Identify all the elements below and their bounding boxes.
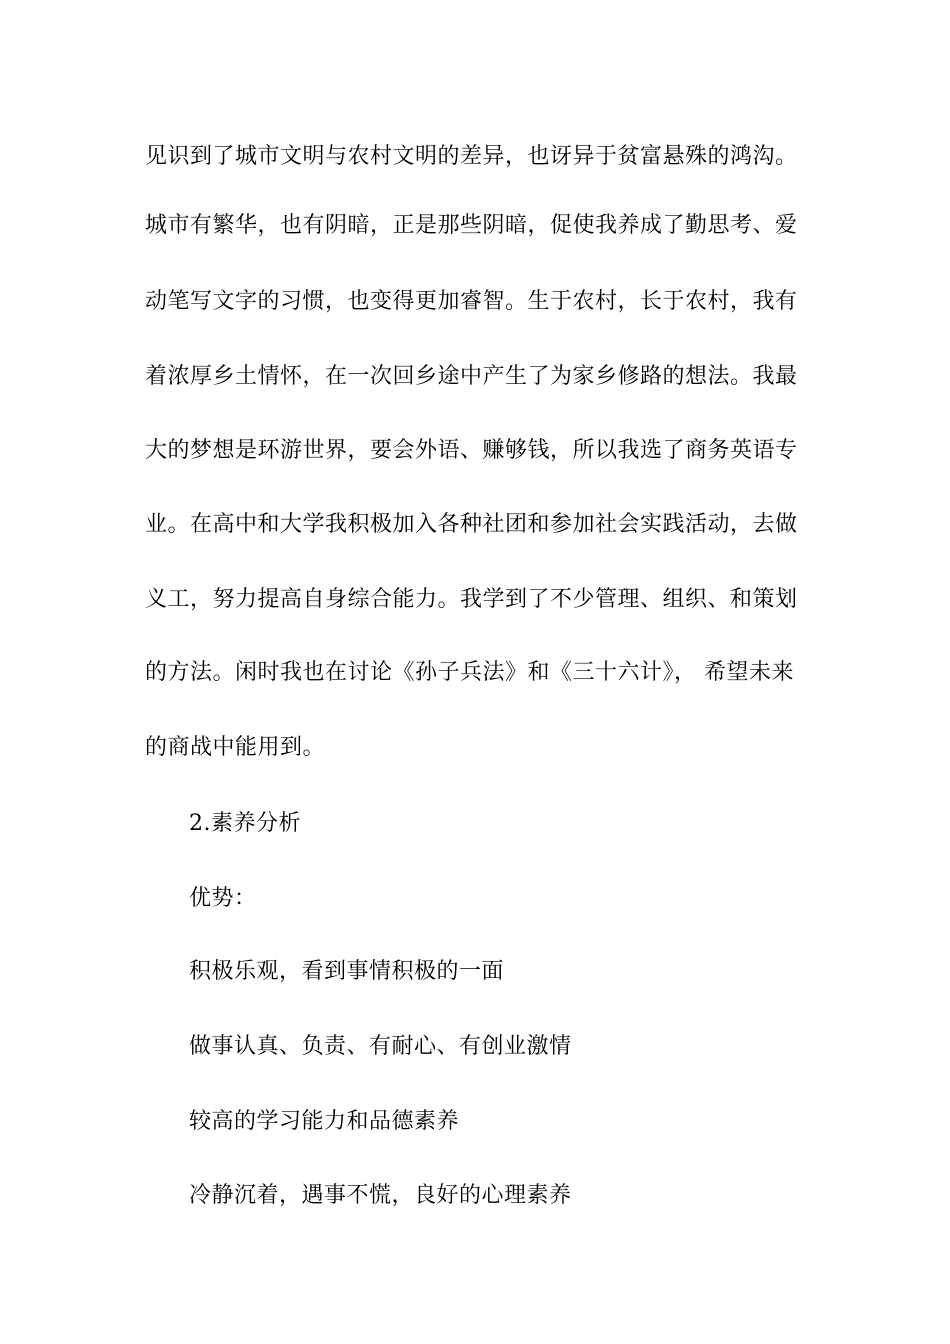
- paragraph-line: 动笔写文字的习惯，也变得更加睿智。生于农村，长于农村，我有: [145, 289, 798, 314]
- paragraph-line: 着浓厚乡土情怀，在一次回乡途中产生了为家乡修路的想法。我最: [145, 364, 798, 389]
- section-heading: 2.素养分析: [189, 811, 301, 836]
- list-item: 做事认真、负责、有耐心、有创业激情: [189, 1034, 572, 1059]
- paragraph-line: 业。在高中和大学我积极加入各种社团和参加社会实践活动，去做: [145, 512, 798, 537]
- paragraph-line: 见识到了城市文明与农村文明的差异，也讶异于贫富悬殊的鸿沟。: [145, 144, 798, 169]
- paragraph-line: 义工，努力提高自身综合能力。我学到了不少管理、组织、和策划: [145, 587, 798, 612]
- list-item: 较高的学习能力和品德素养: [189, 1109, 460, 1134]
- paragraph-line: 的商战中能用到。: [145, 735, 326, 760]
- section-subheading: 优势：: [189, 886, 257, 911]
- list-item: 积极乐观，看到事情积极的一面: [189, 959, 505, 984]
- paragraph-line: 的方法。闲时我也在讨论《孙子兵法》和《三十六计》， 希望未来: [145, 660, 794, 685]
- list-item: 冷静沉着，遇事不慌，良好的心理素养: [189, 1183, 572, 1208]
- paragraph-line: 大的梦想是环游世界，要会外语、赚够钱，所以我选了商务英语专: [145, 438, 798, 463]
- paragraph-line: 城市有繁华，也有阴暗，正是那些阴暗，促使我养成了勤思考、爱: [145, 213, 798, 238]
